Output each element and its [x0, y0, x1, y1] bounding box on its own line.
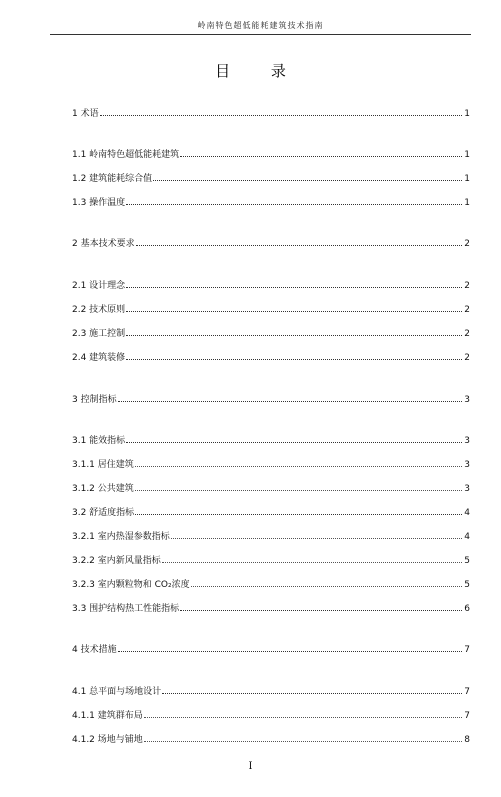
- toc-entry-page: 6: [464, 604, 470, 614]
- toc-entry-page: 2: [464, 353, 470, 363]
- toc-entry-label: 2.4 建筑装修: [72, 353, 126, 363]
- dot-leader: [126, 335, 462, 336]
- dot-leader: [191, 586, 463, 587]
- toc-entry-label: 3.2 舒适度指标: [72, 508, 135, 518]
- toc-entry-3-1-2[interactable]: [72, 483, 470, 495]
- toc-entry-3-2-2[interactable]: [72, 555, 470, 567]
- toc-entry-page: 1: [464, 109, 470, 119]
- toc-entry-2-3[interactable]: [72, 328, 470, 340]
- toc-entry-3-2[interactable]: [72, 507, 470, 519]
- toc-entry-label: 3.1.1 居住建筑: [72, 460, 134, 470]
- toc-entry-label: 3.2.1 室内热湿参数指标: [72, 532, 170, 542]
- toc-entry-page: 2: [464, 281, 470, 291]
- dot-leader: [126, 287, 462, 288]
- dot-leader: [126, 442, 462, 443]
- toc-entry-2-1[interactable]: [72, 280, 470, 292]
- dot-leader: [180, 610, 462, 611]
- toc-entry-label: 2.3 施工控制: [72, 329, 126, 339]
- toc-entry-page: 1: [464, 150, 470, 160]
- toc-entry-page: 2: [464, 305, 470, 315]
- dot-leader: [100, 115, 463, 116]
- dot-leader: [162, 693, 462, 694]
- toc-entry-label: 1.3 操作温度: [72, 198, 126, 208]
- toc-entry-page: 7: [464, 711, 470, 721]
- toc-entry-page: 1: [464, 198, 470, 208]
- dot-leader: [126, 359, 462, 360]
- dot-leader: [180, 156, 462, 157]
- toc-entry-label: 3.1.2 公共建筑: [72, 484, 134, 494]
- dot-leader: [136, 245, 463, 246]
- dot-leader: [135, 490, 463, 491]
- toc-entry-3-1-1[interactable]: [72, 459, 470, 471]
- toc-entry-page: 4: [464, 508, 470, 518]
- toc-entry-page: 2: [464, 239, 470, 249]
- dot-leader: [126, 204, 462, 205]
- toc-title: 目 录: [215, 62, 304, 80]
- toc-entry-2[interactable]: [72, 238, 470, 250]
- toc-entry-3-3[interactable]: [72, 603, 470, 615]
- toc-entry-page: 5: [464, 556, 470, 566]
- toc-entry-1-1[interactable]: [72, 149, 470, 161]
- toc-entry-label: 1.2 建筑能耗综合值: [72, 174, 153, 184]
- toc-entry-1-2[interactable]: [72, 173, 470, 185]
- toc-entry-3-2-3[interactable]: [72, 579, 470, 591]
- toc-entry-page: 2: [464, 329, 470, 339]
- toc-entry-page: 3: [464, 460, 470, 470]
- toc-entry-label: 3.2.3 室内颗粒物和 CO₂浓度: [72, 580, 190, 590]
- dot-leader: [171, 538, 463, 539]
- toc-entry-4-1-1[interactable]: [72, 710, 470, 722]
- dot-leader: [144, 717, 463, 718]
- toc-entry-page: 8: [464, 735, 470, 745]
- toc-entry-page: 7: [464, 687, 470, 697]
- dot-leader: [135, 466, 463, 467]
- dot-leader: [144, 741, 463, 742]
- dot-leader: [162, 562, 463, 563]
- toc-entry-label: 4.1.1 建筑群布局: [72, 711, 143, 721]
- toc-entry-label: 3.3 围护结构热工性能指标: [72, 604, 180, 614]
- toc-entry-4-1-2[interactable]: [72, 734, 470, 746]
- dot-leader: [126, 311, 462, 312]
- toc-entry-label: 3.1 能效指标: [72, 436, 126, 446]
- toc-entry-2-4[interactable]: [72, 352, 470, 364]
- toc-entry-label: 4.1 总平面与场地设计: [72, 687, 162, 697]
- toc-entry-label: 2.1 设计理念: [72, 281, 126, 291]
- toc-entry-1-3[interactable]: [72, 197, 470, 209]
- dot-leader: [118, 651, 463, 652]
- running-header: 岭南特色超低能耗建筑技术指南: [197, 21, 324, 30]
- toc-entry-label: 1 术语: [72, 109, 99, 119]
- toc-entry-page: 1: [464, 174, 470, 184]
- toc-entry-4-1[interactable]: [72, 686, 470, 698]
- page-number: I: [248, 761, 253, 772]
- toc-entry-label: 1.1 岭南特色超低能耗建筑: [72, 150, 180, 160]
- toc-entry-label: 3 控制指标: [72, 395, 117, 405]
- toc-entry-1[interactable]: [72, 108, 470, 120]
- toc-entry-label: 2 基本技术要求: [72, 239, 135, 249]
- dot-leader: [153, 180, 462, 181]
- dot-leader: [118, 401, 463, 402]
- toc-entry-page: 4: [464, 532, 470, 542]
- toc-entry-3-2-1[interactable]: [72, 531, 470, 543]
- toc-entry-label: 2.2 技术原则: [72, 305, 126, 315]
- toc-entry-label: 4 技术措施: [72, 645, 117, 655]
- dot-leader: [135, 514, 462, 515]
- toc-entry-page: 3: [464, 436, 470, 446]
- toc-entry-page: 7: [464, 645, 470, 655]
- table-of-contents: [72, 0, 471, 797]
- toc-entry-label: 4.1.2 场地与铺地: [72, 735, 143, 745]
- toc-entry-4[interactable]: [72, 644, 470, 656]
- toc-entry-label: 3.2.2 室内新风量指标: [72, 556, 161, 566]
- toc-entry-page: 3: [464, 395, 470, 405]
- toc-entry-2-2[interactable]: [72, 304, 470, 316]
- toc-entry-3[interactable]: [72, 394, 470, 406]
- toc-entry-page: 3: [464, 484, 470, 494]
- toc-entry-page: 5: [464, 580, 470, 590]
- toc-entry-3-1[interactable]: [72, 435, 470, 447]
